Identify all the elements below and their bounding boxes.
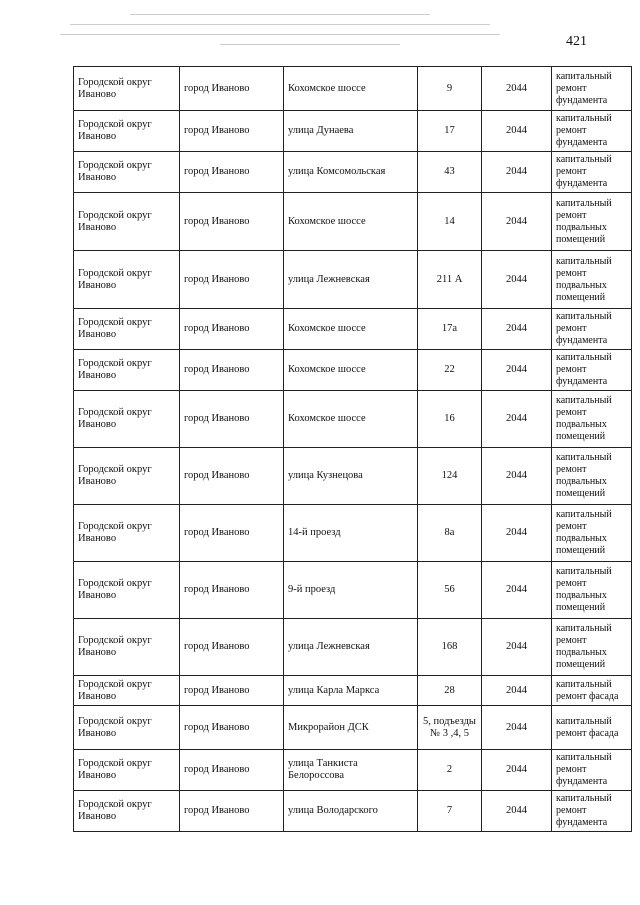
cell-street: улица Лежневская [284,251,418,309]
cell-year: 2044 [482,152,552,193]
cell-street: улица Танкиста Белороссова [284,750,418,791]
cell-work: капитальный ремонт фундамента [552,791,632,832]
cell-district: Городской округ Иваново [74,391,180,448]
cell-district: Городской округ Иваново [74,309,180,350]
cell-city: город Иваново [180,193,284,251]
cell-year: 2044 [482,193,552,251]
cell-year: 2044 [482,505,552,562]
cell-house: 211 А [418,251,482,309]
cell-house: 124 [418,448,482,505]
cell-work: капитальный ремонт подвальных помещений [552,448,632,505]
cell-work: капитальный ремонт фундамента [552,111,632,152]
cell-district: Городской округ Иваново [74,562,180,619]
table-body [74,67,632,832]
cell-city: город Иваново [180,706,284,750]
cell-district: Городской округ Иваново [74,67,180,111]
cell-house: 5, подъезды № 3 ,4, 5 [418,706,482,750]
cell-year: 2044 [482,791,552,832]
cell-work: капитальный ремонт фасада [552,706,632,750]
cell-street: 9-й проезд [284,562,418,619]
cell-city: город Иваново [180,676,284,706]
cell-house: 56 [418,562,482,619]
cell-work: капитальный ремонт фундамента [552,750,632,791]
table-row [74,350,632,391]
cell-district: Городской округ Иваново [74,750,180,791]
cell-year: 2044 [482,448,552,505]
cell-house: 14 [418,193,482,251]
cell-district: Городской округ Иваново [74,791,180,832]
cell-street: улица Комсомольская [284,152,418,193]
cell-year: 2044 [482,309,552,350]
table-row [74,251,632,309]
cell-district: Городской округ Иваново [74,448,180,505]
cell-city: город Иваново [180,391,284,448]
cell-year: 2044 [482,676,552,706]
table-row [74,791,632,832]
cell-street: улица Дунаева [284,111,418,152]
cell-city: город Иваново [180,619,284,676]
cell-street: Кохомское шоссе [284,67,418,111]
cell-work: капитальный ремонт подвальных помещений [552,505,632,562]
cell-year: 2044 [482,619,552,676]
cell-year: 2044 [482,251,552,309]
cell-work: капитальный ремонт фасада [552,676,632,706]
cell-street: Кохомское шоссе [284,193,418,251]
faded-header-text [60,6,500,56]
cell-house: 7 [418,791,482,832]
table-row [74,619,632,676]
cell-street: Микрорайон ДСК [284,706,418,750]
cell-street: Кохомское шоссе [284,391,418,448]
cell-work: капитальный ремонт подвальных помещений [552,251,632,309]
cell-year: 2044 [482,67,552,111]
cell-street: улица Кузнецова [284,448,418,505]
cell-city: город Иваново [180,111,284,152]
cell-city: город Иваново [180,791,284,832]
table-row [74,152,632,193]
cell-house: 2 [418,750,482,791]
table-row [74,676,632,706]
table-row [74,562,632,619]
table-row [74,750,632,791]
cell-city: город Иваново [180,67,284,111]
cell-house: 28 [418,676,482,706]
cell-house: 17а [418,309,482,350]
cell-district: Городской округ Иваново [74,676,180,706]
table-row [74,111,632,152]
cell-street: Кохомское шоссе [284,309,418,350]
cell-work: капитальный ремонт подвальных помещений [552,562,632,619]
cell-street: улица Лежневская [284,619,418,676]
cell-house: 9 [418,67,482,111]
cell-city: город Иваново [180,505,284,562]
table-row [74,448,632,505]
table-row [74,67,632,111]
cell-year: 2044 [482,111,552,152]
cell-house: 22 [418,350,482,391]
cell-year: 2044 [482,706,552,750]
cell-work: капитальный ремонт фундамента [552,350,632,391]
cell-street: улица Володарского [284,791,418,832]
table-row [74,505,632,562]
cell-district: Городской округ Иваново [74,505,180,562]
cell-year: 2044 [482,350,552,391]
cell-district: Городской округ Иваново [74,152,180,193]
cell-street: 14-й проезд [284,505,418,562]
cell-district: Городской округ Иваново [74,251,180,309]
table-row [74,706,632,750]
cell-work: капитальный ремонт подвальных помещений [552,193,632,251]
cell-district: Городской округ Иваново [74,706,180,750]
cell-city: город Иваново [180,562,284,619]
cell-district: Городской округ Иваново [74,619,180,676]
cell-work: капитальный ремонт подвальных помещений [552,391,632,448]
cell-city: город Иваново [180,448,284,505]
table-row [74,193,632,251]
cell-house: 17 [418,111,482,152]
cell-house: 168 [418,619,482,676]
cell-street: Кохомское шоссе [284,350,418,391]
cell-district: Городской округ Иваново [74,111,180,152]
repair-schedule-table [73,66,632,832]
cell-city: город Иваново [180,152,284,193]
table-row [74,391,632,448]
cell-work: капитальный ремонт подвальных помещений [552,619,632,676]
cell-house: 8а [418,505,482,562]
cell-city: город Иваново [180,750,284,791]
cell-year: 2044 [482,750,552,791]
cell-house: 16 [418,391,482,448]
cell-district: Городской округ Иваново [74,350,180,391]
cell-district: Городской округ Иваново [74,193,180,251]
cell-work: капитальный ремонт фундамента [552,67,632,111]
cell-city: город Иваново [180,309,284,350]
cell-city: город Иваново [180,251,284,309]
cell-street: улица Карла Маркса [284,676,418,706]
table-row [74,309,632,350]
page-number: 421 [566,34,587,49]
cell-work: капитальный ремонт фундамента [552,309,632,350]
cell-year: 2044 [482,391,552,448]
cell-city: город Иваново [180,350,284,391]
cell-year: 2044 [482,562,552,619]
cell-work: капитальный ремонт фундамента [552,152,632,193]
cell-house: 43 [418,152,482,193]
